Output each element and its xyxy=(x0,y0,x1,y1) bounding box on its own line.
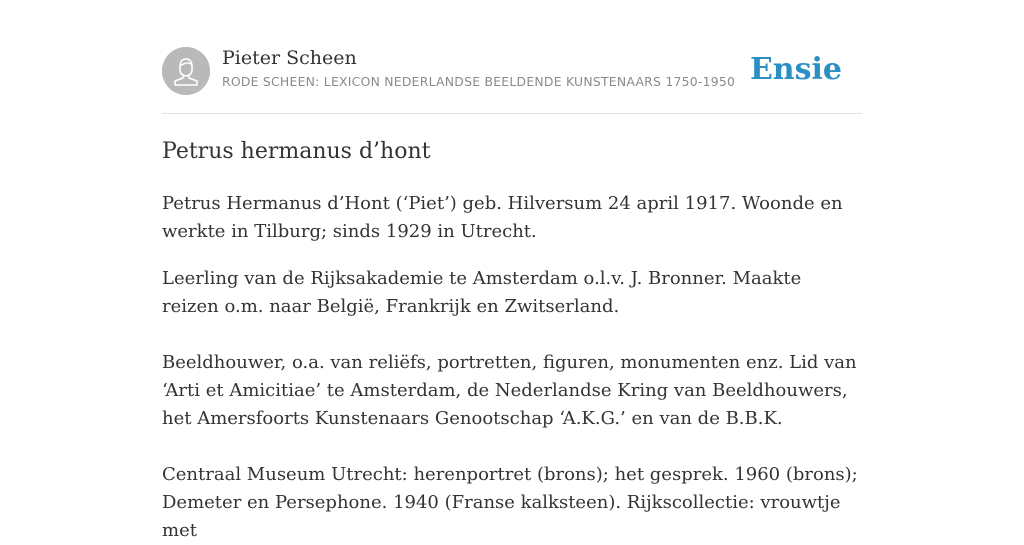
ensie-logo[interactable]: Ensie xyxy=(749,52,842,87)
paragraph: Petrus Hermanus d’Hont (‘Piet’) geb. Hilversum 24 april 1917. Woonde en werkte in Tilburg; sinds 1929 in Utrecht. xyxy=(162,193,843,242)
paragraph: Centraal Museum Utrecht: herenportret (brons); het gesprek. 1960 (brons); Demeter en Persephone. 1940 (Franse kalksteen). Rijkscollectie: vrouwtje met xyxy=(162,464,858,541)
article-title: Petrus hermanus d’hont xyxy=(162,139,431,164)
article-header xyxy=(162,0,862,114)
article-body xyxy=(162,190,862,545)
author-avatar[interactable] xyxy=(162,47,210,95)
article-container xyxy=(162,0,862,541)
user-icon xyxy=(162,47,210,95)
source-name[interactable]: RODE SCHEEN: LEXICON NEDERLANDSE BEELDENDE KUNSTENAARS 1750-1950 xyxy=(222,74,736,89)
paragraph: Beeldhouwer, o.a. van reliëfs, portretten, figuren, monumenten enz. Lid van ‘Arti et Amicitiae’ te Amsterdam, de Nederlandse Kring van Beeldhouwers, het Amersfoorts Kunstenaars Genootschap ‘A.K.G.’ en van de B.B.K. xyxy=(162,352,857,429)
paragraph: Leerling van de Rijksakademie te Amsterdam o.l.v. J. Bronner. Maakte reizen o.m. naar België, Frankrijk en Zwitserland. xyxy=(162,268,802,317)
author-name[interactable]: Pieter Scheen xyxy=(222,47,357,69)
